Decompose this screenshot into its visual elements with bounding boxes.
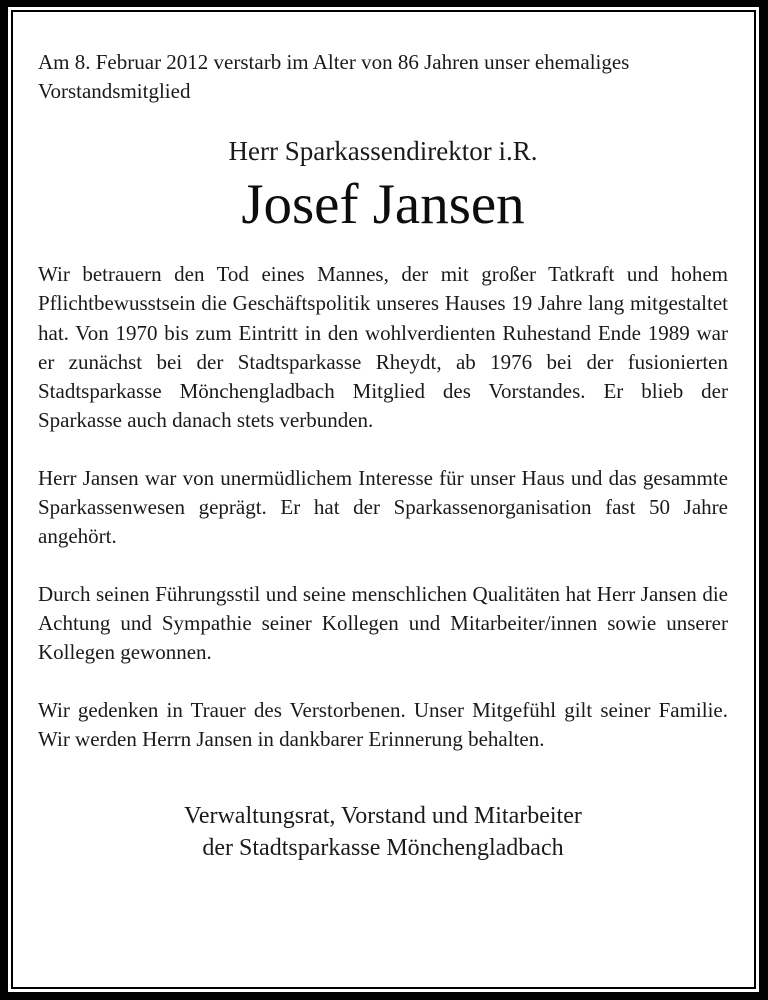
signature-line-2: der Stadtsparkasse Mönchengladbach [202,835,564,862]
paragraph-interest: Herr Jansen war von unermüdlichem Interesse für unser Haus und das gesammte Sparkassenwesen geprägt. Er hat der Sparkassenorganisation fast 50 Jahre angehört. [38,465,728,549]
signature-line-1: Verwaltungsrat, Vorstand und Mitarbeiter [184,803,582,830]
paragraph-tribute: Wir betrauern den Tod eines Mannes, der mit großer Tatkraft und hohem Pflichtbewusstsein die Geschäftspolitik unseres Hauses 19 Jahre lang mitgestaltet hat. Von 1970 bis zum Eintritt in den wohlverdienten Ruhestand Ende 1989 war er zunächst bei der Stadtsparkasse Rheydt, ab 1976 bei der fusionierten Stadtsparkasse Mönchengladbach Mitglied des Vorstandes. Er blieb der Sparkasse auch danach stets verbunden. [38,262,728,433]
paragraph-leadership: Durch seinen Führungsstil und seine menschlichen Qualitäten hat Herr Jansen die Achtung und Sympathie seiner Kollegen und Mitarbeiter/innen sowie unserer Kollegen gewonnen. [38,581,728,665]
intro-text: Am 8. Februar 2012 verstarb im Alter von 86 Jahren unser ehemaliges Vorstandsmitglied [38,50,630,103]
honorific-title: Herr Sparkassendirektor i.R. [228,136,538,166]
signature-block [38,800,728,864]
paragraph-condolence: Wir gedenken in Trauer des Verstorbenen. Unser Mitgefühl gilt seiner Familie. Wir werden Herrn Jansen in dankbarer Erinnerung behalten. [38,697,728,751]
deceased-name: Josef Jansen [241,173,525,236]
obituary-notice [38,48,728,864]
